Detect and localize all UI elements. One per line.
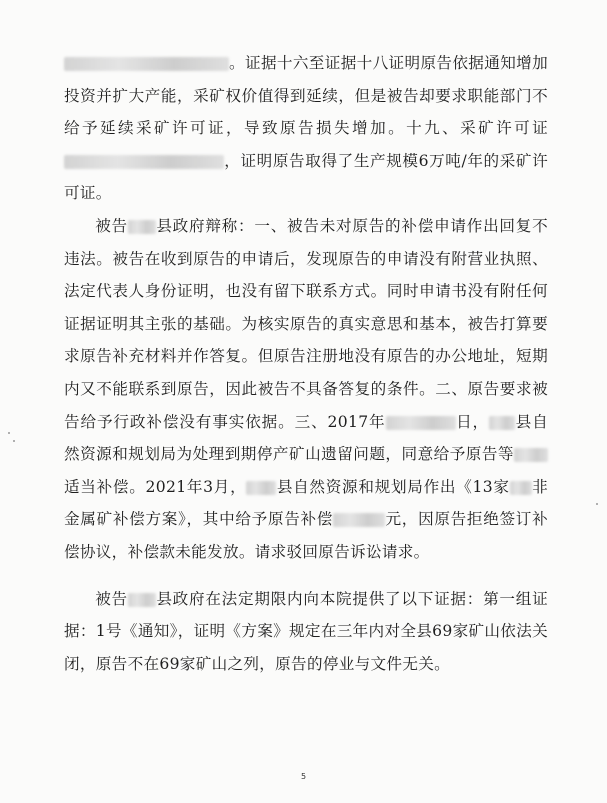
scan-speck: [596, 503, 598, 505]
redacted-text: [128, 220, 156, 234]
redacted-text: [510, 481, 532, 495]
scan-speck: [13, 440, 15, 442]
redacted-text: [489, 416, 515, 430]
paragraph: [64, 47, 548, 210]
paragraph-text: 被告: [95, 216, 128, 235]
paragraph: [64, 210, 548, 569]
paragraph-text: 适当补偿。2021年3月，: [64, 477, 247, 496]
paragraph-text: 非金属矿补偿方案》，其中给予原告补偿: [64, 477, 548, 529]
paragraph: [64, 583, 548, 681]
redacted-text: [128, 593, 156, 607]
redacted-text: [333, 513, 385, 527]
redacted-text: [386, 416, 456, 430]
paragraph-text: 县自然资源和规划局为处理到期停产矿山遗留问题，同意给予原告等: [64, 412, 548, 464]
paragraph-text: 元，因原告拒绝签订补偿协议，补偿款未能发放。请求驳回原告诉讼请求。: [64, 510, 548, 561]
redacted-text: [246, 481, 276, 495]
paragraph-text: 日，: [455, 412, 490, 431]
redacted-text: [514, 448, 548, 462]
redacted-text: [64, 155, 224, 169]
paragraph-text: 县自然资源和规划局作出《13家: [276, 477, 510, 496]
scan-speck: [8, 432, 10, 434]
paragraph-text: 县政府在法定期限内向本院提供了以下证据：第一组证据：1号《通知》，证明《方案》规定在三年内对全县69家矿山依法关闭，原告不在69家矿山之列，原告的停业与文件无关。: [64, 589, 548, 673]
paragraph-text: 县政府辩称：一、被告未对原告的补偿申请作出回复不违法。被告在收到原告的申请后，发现原告的申请没有附营业执照、法定代表人身份证明，也没有留下联系方式。同时申请书没有附任何证据证明其主张的基础。为核实原告的真实意思和基本，被告打算要求原告补充材料并作答复。但原告注册地没有原告的办公地址，短期内又不能联系到原告，因此被告不具备答复的条件。二、原告要求被告给予行政补偿没有事实依据。三、2017年: [64, 216, 548, 431]
redacted-text: [64, 57, 229, 71]
page-number: 5: [300, 772, 307, 781]
paragraph-text: 被告: [95, 589, 128, 608]
paragraph-text: ，证明原告取得了生产规模6万吨/年的采矿许可证。: [64, 151, 548, 203]
body-text: [64, 47, 548, 680]
paragraph-text: 。证据十六至证据十八证明原告依据通知增加投资并扩大产能，采矿权价值得到延续，但是被告却要求职能部门不给予延续采矿许可证，导致原告损失增加。十九、采矿许可证: [64, 54, 548, 138]
